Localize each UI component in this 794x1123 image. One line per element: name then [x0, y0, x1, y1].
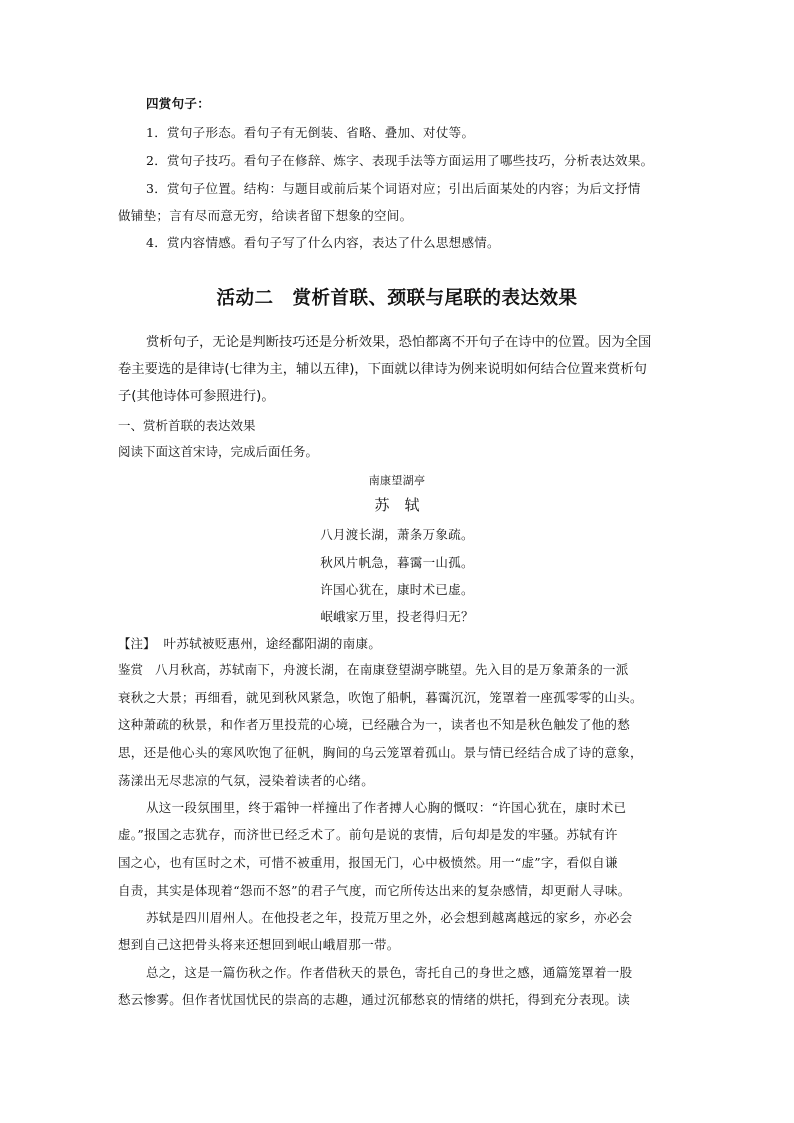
appreciation-label: 鉴赏: [118, 662, 144, 677]
section4-item-1: 1．赏句子形态。看句子有无倒装、省略、叠加、对仗等。: [146, 125, 475, 140]
appreciation-line-9: 自责，其实是体现着“怨而不怒”的君子气度，而它所传达出来的复杂感情，却更耐人寻味。: [118, 883, 631, 898]
appreciation-line-6: 从这一段氛围里，终于霜钟一样撞出了作者搏人心胸的慨叹：“许国心犹在，康时术已: [146, 800, 627, 815]
poem-line-3: 许国心犹在，康时术已虚。: [320, 582, 474, 597]
note-text: 叶苏轼被贬惠州，途经鄱阳湖的南康。: [163, 636, 382, 651]
section4-item-4: 4．赏内容情感。看句子写了什么内容，表达了什么思想感情。: [146, 235, 500, 250]
intro-line-1: 赏析句子，无论是判断技巧还是分析效果，恐怕都离不开句子在诗中的位置。因为全国: [146, 335, 652, 350]
poem-line-2: 秋风片帆急，暮霭一山孤。: [320, 555, 474, 570]
appreciation-line-10: 苏轼是四川眉州人。在他投老之年，投荒万里之外，必会想到越离越远的家乡，亦必会: [146, 910, 633, 925]
appreciation-line-8: 国之心，也有匡时之术，可惜不被重用，报国无门，心中极愤然。用一“虚”字，看似自谦: [118, 855, 618, 870]
appreciation-first-line: 鉴赏 八月秋高，苏轼南下，舟渡长湖，在南康登望湖亭眺望。先入目的是万象萧条的一派: [118, 662, 629, 677]
appreciation-line-2: 衰秋之大景；再细看，就见到秋风紧急，吹饱了船帆，暮霭沉沉，笼罩着一座孤零零的山头。: [118, 690, 643, 705]
section4-title: 四赏句子：: [146, 96, 211, 111]
intro-line-2: 卷主要选的是律诗(七律为主，辅以五律)，下面就以律诗为例来说明如何结合位置来赏析句: [118, 362, 647, 377]
note: [118, 635, 381, 653]
appreciation-line-5: 荡漾出无尽悲凉的气氛，浸染着读者的心绪。: [118, 773, 375, 788]
note-label: 【注】: [118, 636, 156, 651]
poem-line-4: 岷峨家万里，投老得归无？: [320, 609, 474, 624]
appreciation-line-13: 愁云惨雾。但作者忧国忧民的崇高的志趣，通过沉郁愁哀的情绪的烘托，得到充分表现。读: [118, 992, 631, 1007]
section4-item-3-cont: 做铺垫；言有尽而意无穷，给读者留下想象的空间。: [118, 208, 413, 223]
subsection-title: 一、赏析首联的表达效果: [118, 418, 256, 433]
appreciation-line-3: 这种萧疏的秋景，和作者万里投荒的心境，已经融合为一，读者也不知是秋色触发了他的愁: [118, 717, 631, 732]
appreciation-line-4: 思，还是他心头的寒风吹饱了征帆，胸间的乌云笼罩着孤山。景与情已经结合成了诗的意象，: [118, 745, 643, 760]
appreciation-line-12: 总之，这是一篇伤秋之作。作者借秋天的景色，寄托自己的身世之感，通篇笼罩着一股: [146, 965, 633, 980]
poem-author: 苏 轼: [374, 496, 420, 514]
poem-line-1: 八月渡长湖，萧条万象疏。: [320, 527, 474, 542]
section4-item-3: 3．赏句子位置。结构：与题目或前后某个词语对应；引出后面某处的内容；为后文抒情: [146, 181, 641, 196]
appreciation-line-11: 想到自己这把骨头将来还想回到岷山峨眉那一带。: [118, 937, 400, 952]
poem-title: 南康望湖亭: [368, 474, 426, 487]
intro-line-3: 子(其他诗体可参照进行)。: [118, 389, 275, 404]
appreciation-line-7: 虚。”报国之志犹存，而济世已经乏术了。前句是说的衷情，后句却是发的牢骚。苏轼有许: [118, 827, 618, 842]
section4-item-2: 2．赏句子技巧。看句子在修辞、炼字、表现手法等方面运用了哪些技巧，分析表达效果。: [146, 153, 654, 168]
activity-heading: 活动二 赏析首联、颈联与尾联的表达效果: [216, 288, 578, 309]
task-instruction: 阅读下面这首宋诗，完成后面任务。: [118, 444, 319, 459]
